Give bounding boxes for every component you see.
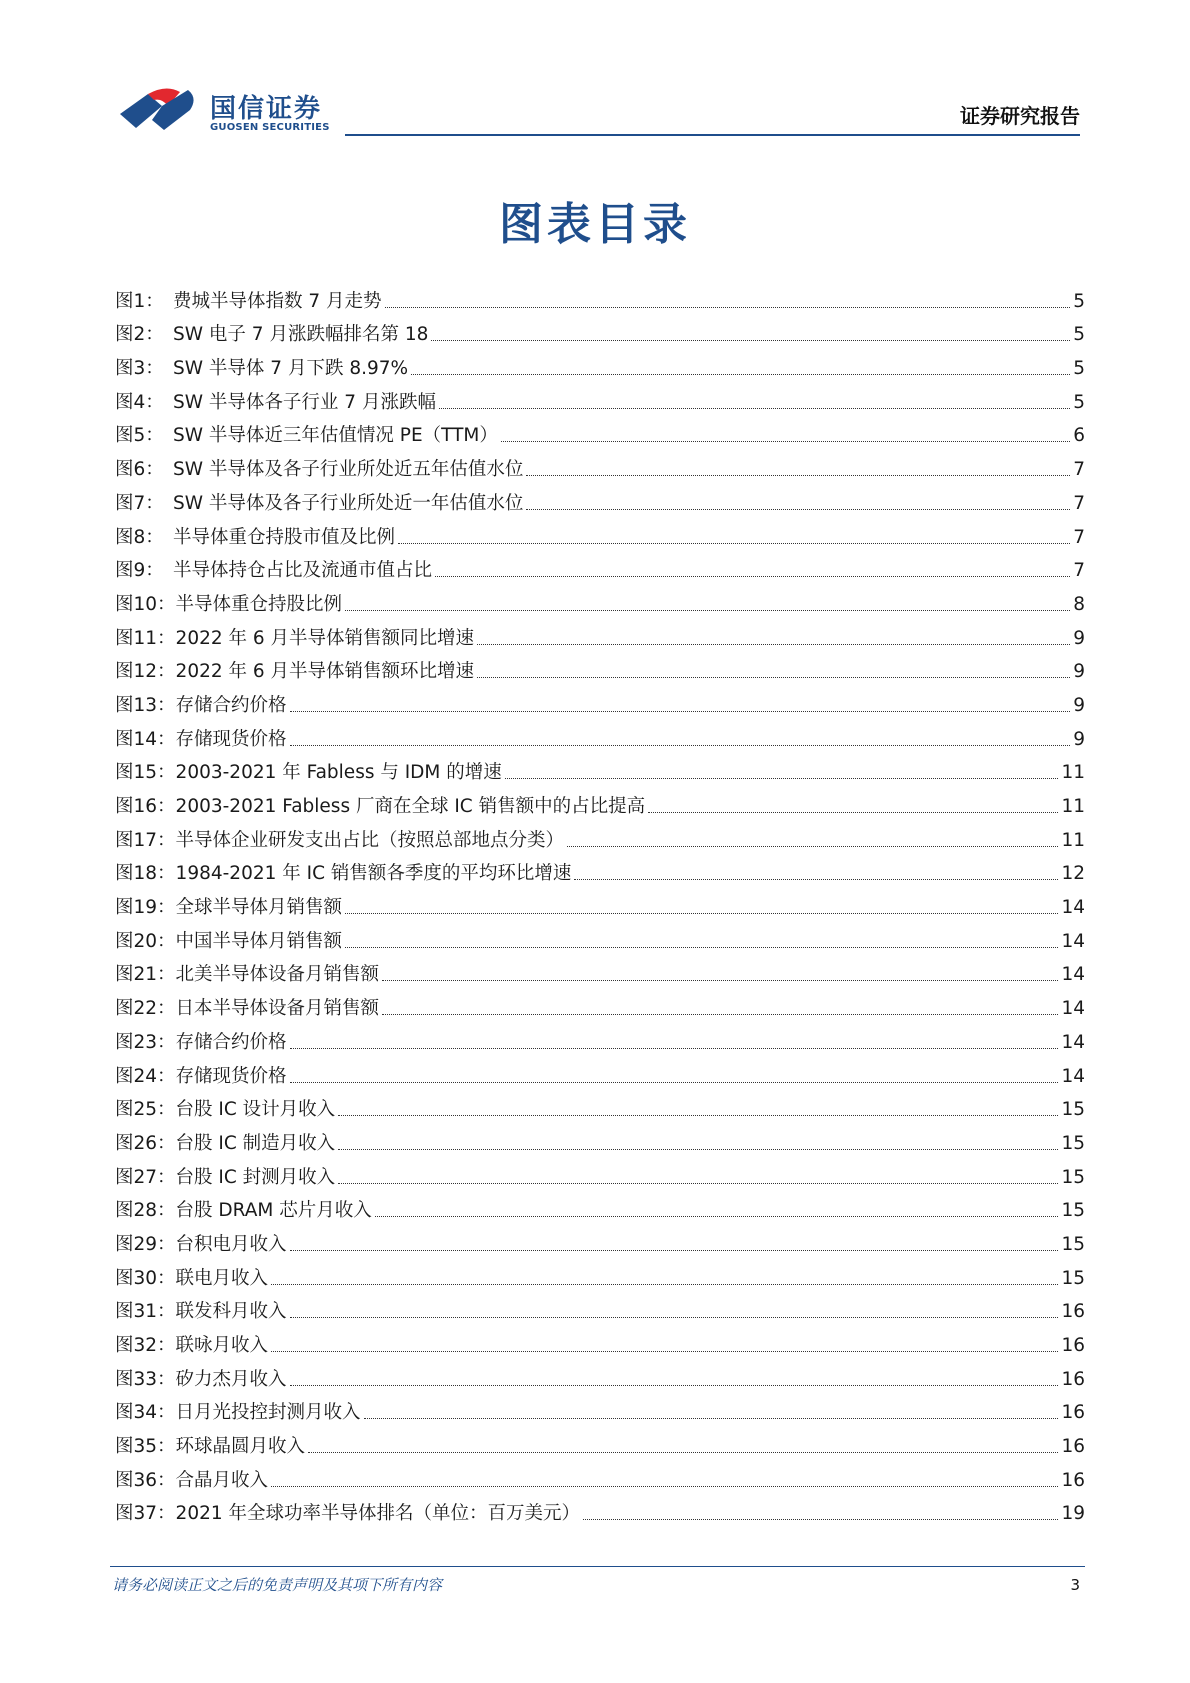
- toc-entry-label: [115, 357, 408, 381]
- toc-entry-page: 5: [1073, 391, 1085, 413]
- toc-entry-title: 台股 IC 封测月收入: [175, 1166, 336, 1188]
- toc-entry-page: 5: [1073, 358, 1085, 380]
- toc-entry-label: [115, 1132, 335, 1156]
- toc-entry-title: 存储现货价格: [175, 1065, 287, 1087]
- toc-dot-leader: [501, 440, 1070, 442]
- toc-entry-page: 16: [1061, 1301, 1085, 1323]
- toc-entry-page: 7: [1073, 526, 1085, 548]
- toc-entry-label: [115, 896, 342, 920]
- toc-dot-leader: [338, 1182, 1058, 1184]
- toc-entry-label: [115, 997, 379, 1021]
- toc-entry-number: 图27：: [115, 1166, 176, 1188]
- toc-entry-label: [115, 1098, 335, 1122]
- toc-entry-label: [115, 1267, 268, 1291]
- toc-entry-title: 2022 年 6 月半导体销售额环比增速: [175, 661, 475, 683]
- toc-entry-label: [115, 1401, 361, 1425]
- toc-entry[interactable]: [115, 954, 1085, 988]
- page-number: 3: [1070, 1576, 1080, 1594]
- toc-entry-title: 台积电月收入: [175, 1233, 287, 1255]
- toc-entry-number: 图28：: [115, 1200, 176, 1222]
- toc-dot-leader: [567, 845, 1058, 847]
- toc-entry-number: 图3：: [115, 358, 164, 380]
- toc-dot-leader: [290, 1081, 1059, 1083]
- toc-entry-number: 图4：: [115, 391, 164, 413]
- toc-entry-title: 北美半导体设备月销售额: [175, 964, 380, 986]
- toc-entry-page: 8: [1073, 593, 1085, 615]
- toc-entry[interactable]: [115, 886, 1085, 920]
- toc-entry[interactable]: [115, 1291, 1085, 1325]
- toc-entry-title: 存储现货价格: [175, 728, 287, 750]
- toc-entry-label: [115, 424, 498, 448]
- toc-entry-title: 日月光投控封测月收入: [175, 1402, 361, 1424]
- toc-entry-label: [115, 1300, 287, 1324]
- toc-entry-title: 存储合约价格: [175, 694, 287, 716]
- toc-entry-number: 图30：: [115, 1267, 176, 1289]
- toc-entry-label: [115, 526, 395, 550]
- toc-entry-title: 全球半导体月销售额: [175, 897, 343, 919]
- toc-entry-title: 半导体企业研发支出占比（按照总部地点分类）: [175, 829, 565, 851]
- toc-entry-label: [115, 1065, 287, 1089]
- toc-entry-number: 图18：: [115, 863, 176, 885]
- toc-entry-page: 15: [1061, 1200, 1085, 1222]
- toc-dot-leader: [526, 474, 1070, 476]
- toc-entry-number: 图7：: [115, 492, 164, 514]
- toc-entry-title: 台股 IC 设计月收入: [175, 1099, 336, 1121]
- toc-entry-title: 联发科月收入: [175, 1301, 287, 1323]
- toc-entry-title: 1984-2021 年 IC 销售额各季度的平均环比增速: [175, 863, 572, 885]
- toc-entry-title: 日本半导体设备月销售额: [175, 998, 380, 1020]
- toc-dot-leader: [435, 575, 1070, 577]
- toc-entry[interactable]: [115, 516, 1085, 550]
- toc-entry-label: [115, 391, 436, 415]
- toc-entry-page: 16: [1061, 1469, 1085, 1491]
- toc-entry[interactable]: [115, 1392, 1085, 1426]
- toc-entry[interactable]: [115, 1257, 1085, 1291]
- toc-entry-label: [115, 559, 432, 583]
- toc-entry-title: 2003-2021 年 Fabless 与 IDM 的增速: [175, 762, 502, 784]
- toc-entry-number: 图8：: [115, 526, 164, 548]
- toc-dot-leader: [382, 979, 1058, 981]
- toc-entry[interactable]: [115, 1425, 1085, 1459]
- toc-entry[interactable]: [115, 920, 1085, 954]
- toc-entry-number: 图10：: [115, 593, 176, 615]
- toc-entry-number: 图15：: [115, 762, 176, 784]
- toc-entry-page: 9: [1073, 627, 1085, 649]
- toc-entry-page: 6: [1073, 425, 1085, 447]
- logo-chinese-name: 国信证券: [210, 94, 323, 124]
- toc-dot-leader: [271, 1350, 1058, 1352]
- table-of-figures: [115, 280, 1085, 1526]
- toc-entry-label: [115, 1233, 287, 1257]
- toc-entry-number: 图25：: [115, 1099, 176, 1121]
- toc-entry[interactable]: [115, 819, 1085, 853]
- toc-entry-label: [115, 492, 523, 516]
- toc-entry[interactable]: [115, 482, 1085, 516]
- guosen-logo: [118, 84, 330, 140]
- toc-entry-page: 11: [1061, 829, 1085, 851]
- toc-entry-page: 14: [1061, 1065, 1085, 1087]
- toc-dot-leader: [345, 912, 1058, 914]
- toc-dot-leader: [290, 710, 1071, 712]
- toc-entry-number: 图32：: [115, 1335, 176, 1356]
- toc-entry[interactable]: [115, 347, 1085, 381]
- toc-entry[interactable]: [115, 1055, 1085, 1089]
- toc-entry[interactable]: [115, 1493, 1085, 1527]
- toc-entry-page: 11: [1061, 796, 1085, 817]
- toc-entry-title: SW 半导体近三年估值情况 PE（TTM）: [173, 425, 498, 447]
- toc-entry[interactable]: [115, 583, 1085, 617]
- toc-entry[interactable]: [115, 448, 1085, 482]
- toc-entry-title: SW 半导体及各子行业所处近一年估值水位: [173, 492, 524, 514]
- toc-entry-page: 7: [1073, 492, 1085, 514]
- toc-dot-leader: [477, 676, 1070, 678]
- toc-entry-number: 图5：: [115, 425, 164, 447]
- toc-entry-title: 费城半导体指数 7 月走势: [173, 290, 382, 312]
- toc-entry-number: 图29：: [115, 1233, 176, 1255]
- toc-dot-leader: [290, 1316, 1059, 1318]
- toc-entry-page: 14: [1061, 930, 1085, 952]
- toc-entry-title: 2021 年全球功率半导体排名（单位：百万美元）: [175, 1503, 581, 1525]
- toc-dot-leader: [583, 1518, 1058, 1520]
- toc-entry-page: 5: [1073, 324, 1085, 346]
- toc-entry[interactable]: [115, 1122, 1085, 1156]
- toc-entry-number: 图14：: [115, 728, 176, 750]
- toc-entry-number: 图36：: [115, 1469, 176, 1491]
- toc-entry-title: SW 半导体各子行业 7 月涨跌幅: [173, 391, 436, 413]
- toc-entry-title: 中国半导体月销售额: [175, 930, 343, 952]
- toc-entry[interactable]: [115, 785, 1085, 819]
- toc-entry-page: 15: [1061, 1099, 1085, 1121]
- toc-entry-page: 5: [1073, 290, 1085, 312]
- toc-entry-page: 9: [1073, 728, 1085, 750]
- toc-dot-leader: [364, 1417, 1059, 1419]
- toc-entry-title: 联咏月收入: [175, 1335, 269, 1356]
- toc-entry[interactable]: [115, 415, 1085, 449]
- toc-dot-leader: [439, 407, 1070, 409]
- toc-dot-leader: [290, 1384, 1059, 1386]
- toc-dot-leader: [338, 1114, 1058, 1116]
- toc-entry[interactable]: [115, 752, 1085, 786]
- toc-entry-label: [115, 930, 342, 954]
- toc-entry-title: 半导体重仓持股比例: [175, 593, 343, 615]
- toc-entry-number: 图13：: [115, 694, 176, 716]
- toc-entry-label: [115, 694, 287, 718]
- toc-entry-label: [115, 593, 342, 617]
- toc-entry-label: [115, 1435, 305, 1459]
- toc-entry-page: 7: [1073, 560, 1085, 582]
- toc-dot-leader: [375, 1215, 1059, 1217]
- toc-entry-number: 图20：: [115, 930, 176, 952]
- toc-entry-page: 15: [1061, 1166, 1085, 1188]
- toc-entry[interactable]: [115, 1358, 1085, 1392]
- toc-entry[interactable]: [115, 718, 1085, 752]
- toc-entry-page: 14: [1061, 897, 1085, 919]
- toc-entry-label: [115, 1368, 287, 1392]
- toc-entry-page: 15: [1061, 1233, 1085, 1255]
- footer-divider: [110, 1566, 1085, 1567]
- toc-dot-leader: [398, 542, 1070, 544]
- toc-entry-label: [115, 1334, 268, 1358]
- toc-dot-leader: [290, 1249, 1059, 1251]
- toc-entry-number: 图6：: [115, 459, 164, 481]
- toc-entry[interactable]: [115, 617, 1085, 651]
- toc-entry-page: 14: [1061, 998, 1085, 1020]
- toc-entry-title: 联电月收入: [175, 1267, 269, 1289]
- toc-dot-leader: [385, 306, 1071, 308]
- toc-dot-leader: [308, 1451, 1058, 1453]
- toc-entry-label: [115, 795, 645, 819]
- toc-entry-page: 12: [1061, 863, 1085, 885]
- toc-entry-page: 7: [1073, 459, 1085, 481]
- toc-dot-leader: [271, 1283, 1058, 1285]
- toc-entry-number: 图11：: [115, 627, 176, 649]
- toc-entry-page: 14: [1061, 1031, 1085, 1053]
- toc-dot-leader: [271, 1485, 1058, 1487]
- footer-disclaimer: 请务必阅读正文之后的免责声明及其项下所有内容: [112, 1576, 443, 1594]
- toc-entry-number: 图33：: [115, 1368, 176, 1390]
- toc-dot-leader: [382, 1013, 1058, 1015]
- toc-dot-leader: [345, 946, 1058, 948]
- toc-entry[interactable]: [115, 1459, 1085, 1493]
- toc-entry-title: 矽力杰月收入: [175, 1368, 287, 1390]
- toc-entry-label: [115, 761, 502, 785]
- toc-entry-number: 图31：: [115, 1301, 176, 1323]
- toc-entry-label: [115, 323, 428, 347]
- toc-entry-label: [115, 458, 523, 482]
- toc-entry[interactable]: [115, 684, 1085, 718]
- toc-entry-label: [115, 829, 564, 853]
- toc-entry-number: 图37：: [115, 1503, 176, 1525]
- toc-entry-title: SW 半导体及各子行业所处近五年估值水位: [173, 459, 524, 481]
- toc-entry[interactable]: [115, 1223, 1085, 1257]
- toc-dot-leader: [338, 1148, 1058, 1150]
- toc-entry-label: [115, 963, 379, 987]
- toc-entry-page: 9: [1073, 661, 1085, 683]
- guosen-logo-icon: [118, 84, 204, 134]
- toc-entry-title: SW 半导体 7 月下跌 8.97%: [173, 358, 409, 380]
- toc-entry-title: 半导体持仓占比及流通市值占比: [173, 560, 433, 582]
- toc-dot-leader: [648, 811, 1058, 813]
- toc-entry[interactable]: [115, 1190, 1085, 1224]
- toc-entry-page: 9: [1073, 694, 1085, 716]
- toc-dot-leader: [290, 744, 1071, 746]
- toc-entry-title: 环球晶圆月收入: [175, 1436, 306, 1458]
- toc-entry-number: 图16：: [115, 796, 176, 817]
- toc-entry-label: [115, 1469, 268, 1493]
- toc-entry[interactable]: [115, 987, 1085, 1021]
- toc-entry-label: [115, 728, 287, 752]
- toc-dot-leader: [431, 339, 1070, 341]
- toc-entry[interactable]: [115, 280, 1085, 314]
- toc-entry[interactable]: [115, 853, 1085, 887]
- toc-entry-title: 存储合约价格: [175, 1031, 287, 1053]
- toc-entry-label: [115, 862, 571, 886]
- logo-english-name: GUOSEN SECURITIES: [210, 122, 330, 133]
- toc-entry[interactable]: [115, 1324, 1085, 1358]
- toc-dot-leader: [526, 508, 1070, 510]
- toc-entry-page: 14: [1061, 964, 1085, 986]
- toc-entry-number: 图9：: [115, 560, 164, 582]
- toc-entry-title: 半导体重仓持股市值及比例: [173, 526, 396, 548]
- page-title: 图表目录: [499, 199, 691, 250]
- toc-entry-number: 图35：: [115, 1436, 176, 1458]
- report-type-label: 证券研究报告: [960, 104, 1080, 128]
- toc-dot-leader: [345, 609, 1070, 611]
- toc-entry-label: [115, 1199, 372, 1223]
- toc-dot-leader: [290, 1047, 1059, 1049]
- toc-entry-page: 15: [1061, 1267, 1085, 1289]
- toc-entry-number: 图26：: [115, 1132, 176, 1154]
- toc-entry[interactable]: [115, 314, 1085, 348]
- toc-entry-page: 16: [1061, 1402, 1085, 1424]
- toc-entry-title: 台股 DRAM 芯片月收入: [175, 1200, 372, 1222]
- toc-entry-page: 16: [1061, 1436, 1085, 1458]
- toc-entry[interactable]: [115, 550, 1085, 584]
- toc-dot-leader: [411, 373, 1070, 375]
- toc-entry-page: 16: [1061, 1335, 1085, 1356]
- toc-entry-label: [115, 1166, 335, 1190]
- toc-dot-leader: [574, 878, 1058, 880]
- toc-entry[interactable]: [115, 1089, 1085, 1123]
- toc-entry-number: 图22：: [115, 998, 176, 1020]
- toc-entry-number: 图1：: [115, 290, 164, 312]
- toc-entry-number: 图24：: [115, 1065, 176, 1087]
- toc-entry-number: 图21：: [115, 964, 176, 986]
- header-divider: [345, 134, 1080, 136]
- page-header: [0, 0, 1190, 140]
- toc-entry-number: 图12：: [115, 661, 176, 683]
- toc-entry-title: SW 电子 7 月涨跌幅排名第 18: [173, 324, 429, 346]
- toc-dot-leader: [477, 643, 1070, 645]
- toc-entry-label: [115, 627, 474, 651]
- toc-entry-page: 15: [1061, 1132, 1085, 1154]
- toc-entry-number: 图23：: [115, 1031, 176, 1053]
- toc-entry[interactable]: [115, 651, 1085, 685]
- toc-entry[interactable]: [115, 1021, 1085, 1055]
- toc-entry-page: 16: [1061, 1368, 1085, 1390]
- toc-entry-page: 11: [1061, 762, 1085, 784]
- toc-entry-number: 图19：: [115, 897, 176, 919]
- toc-entry-label: [115, 1031, 287, 1055]
- toc-entry-title: 台股 IC 制造月收入: [175, 1132, 336, 1154]
- toc-entry-number: 图17：: [115, 829, 176, 851]
- toc-entry-title: 2022 年 6 月半导体销售额同比增速: [175, 627, 475, 649]
- toc-dot-leader: [505, 777, 1059, 779]
- toc-entry[interactable]: [115, 1156, 1085, 1190]
- toc-entry-label: [115, 660, 474, 684]
- toc-entry-label: [115, 1502, 580, 1526]
- toc-entry-label: [115, 290, 382, 314]
- toc-entry-number: 图34：: [115, 1402, 176, 1424]
- toc-entry-page: 19: [1061, 1503, 1085, 1525]
- toc-entry-number: 图2：: [115, 324, 164, 346]
- toc-entry-title: 合晶月收入: [175, 1469, 269, 1491]
- toc-entry[interactable]: [115, 381, 1085, 415]
- toc-entry-title: 2003-2021 Fabless 厂商在全球 IC 销售额中的占比提高: [175, 796, 646, 817]
